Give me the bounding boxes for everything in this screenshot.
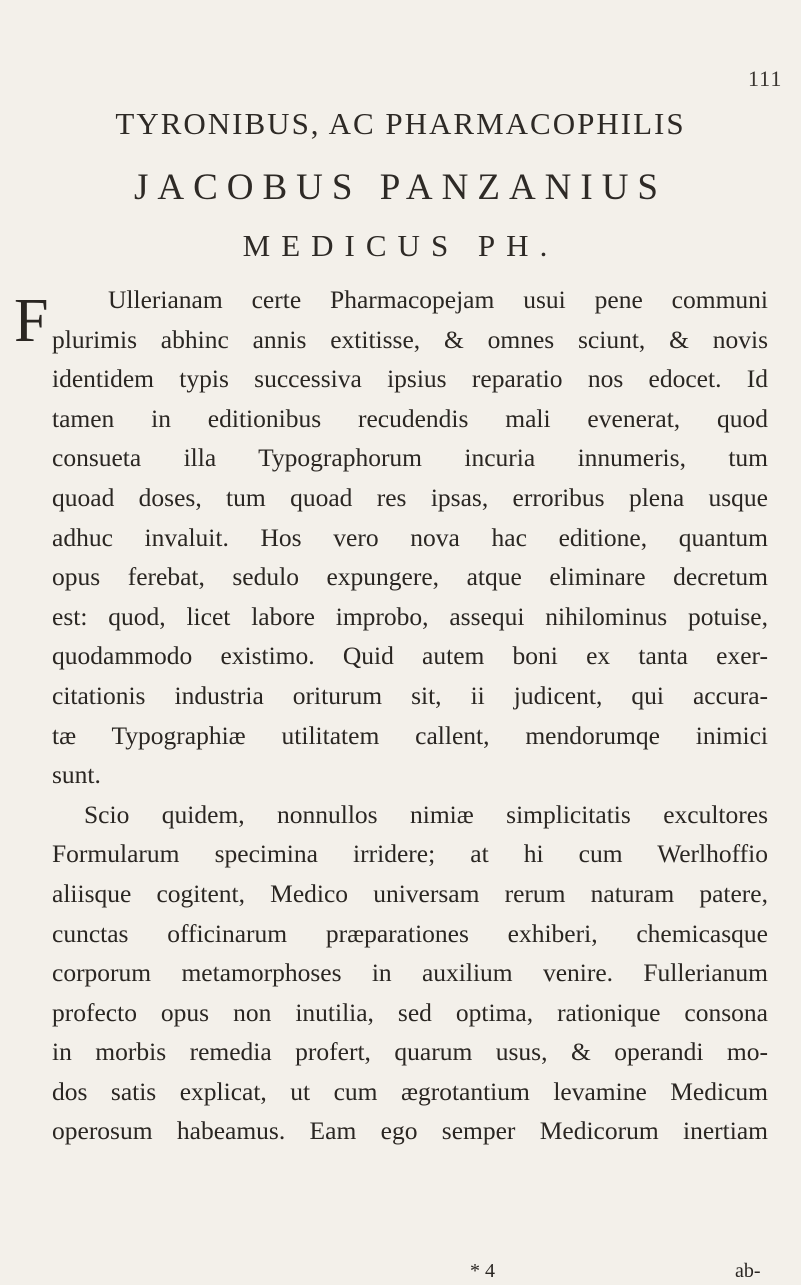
author-name: JACOBUS PANZANIUS xyxy=(133,167,668,208)
text-line: Ullerianam certe Pharmacopejam usui pene communi xyxy=(108,285,768,314)
drop-cap: F xyxy=(14,287,49,355)
text-line: Scio quidem, nonnullos nimiæ simplicitatis excultores xyxy=(84,799,768,829)
text-line: aliisque cogitent, Medico universam rerum naturam patere, xyxy=(52,878,768,908)
text-line: quoad doses, tum quoad res ipsas, erroribus plena usque xyxy=(52,482,768,512)
body-text xyxy=(52,280,768,1151)
text-line: Formularum specimina irridere; at hi cum Werlhoffio xyxy=(52,839,768,869)
text-line: tæ Typographiæ utilitatem callent, mendorumqe inimici xyxy=(52,720,768,750)
text-line: est: quod, licet labore improbo, assequi nihilominus potuise, xyxy=(52,601,768,631)
text-line: profecto opus non inutilia, sed optima, rationique consona xyxy=(52,997,768,1027)
text-line: plurimis abhinc annis extitisse, & omnes sciunt, & novis xyxy=(52,324,768,354)
page-footer xyxy=(0,1260,801,1284)
paragraph-2 xyxy=(52,795,768,1151)
text-line: in morbis remedia profert, quarum usus, & operandi mo- xyxy=(52,1037,768,1067)
catchword: ab- xyxy=(735,1260,761,1282)
text-line: corporum metamorphoses in auxilium venire. Fullerianum xyxy=(52,958,768,988)
text-line: tamen in editionibus recudendis mali evenerat, quod xyxy=(52,403,768,433)
text-line: opus ferebat, sedulo expungere, atque eliminare decretum xyxy=(52,562,768,592)
text-line: cunctas officinarum præparationes exhiberi, chemicasque xyxy=(52,918,768,948)
signature-mark: * 4 xyxy=(470,1260,495,1282)
author-title: MEDICUS PH. xyxy=(242,228,559,263)
text-line: sunt. xyxy=(52,760,101,790)
text-line: adhuc invaluit. Hos vero nova hac editione, quantum xyxy=(52,522,768,552)
text-line: consueta illa Typographorum incuria innumeris, tum xyxy=(52,443,768,473)
page-number: 111 xyxy=(748,66,783,91)
text-line: citationis industria oriturum sit, ii judicent, qui accura- xyxy=(52,680,768,710)
text-line: identidem typis successiva ipsius reparatio nos edocet. Id xyxy=(52,364,768,394)
paragraph-1 xyxy=(52,280,768,795)
text-line: quodammodo existimo. Quid autem boni ex tanta exer- xyxy=(52,641,768,671)
text-line: dos satis explicat, ut cum ægrotantium levamine Medicum xyxy=(52,1076,768,1106)
dedication-heading: TYRONIBUS, AC PHARMACOPHILIS xyxy=(115,106,686,141)
text-line: operosum habeamus. Eam ego semper Medicorum inertiam xyxy=(52,1116,768,1146)
